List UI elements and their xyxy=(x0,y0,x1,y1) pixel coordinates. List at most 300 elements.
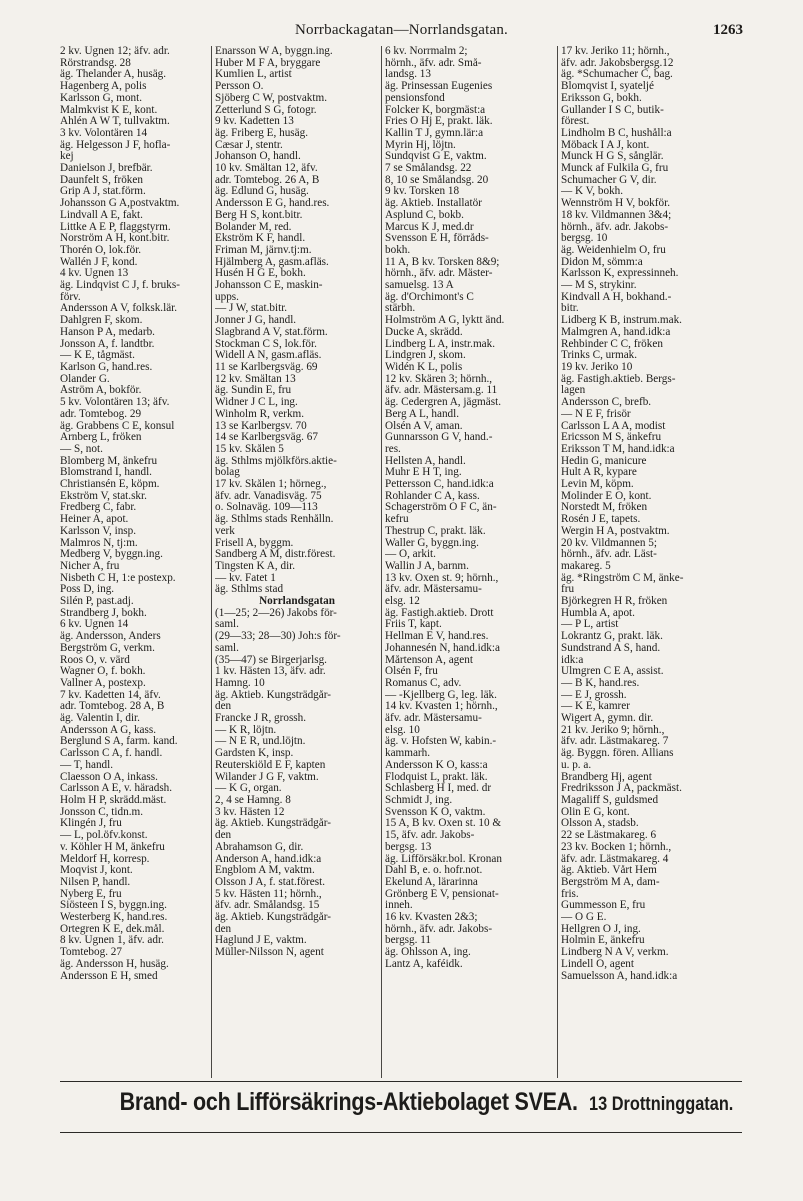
directory-entry: elsg. 10 xyxy=(385,724,420,736)
directory-entry: Didon M, sömm:a xyxy=(561,256,643,268)
directory-entry: Wagner O, f. bokh. xyxy=(60,666,146,678)
directory-column-4 xyxy=(557,46,742,1078)
directory-entry: äg. Aktieb. Kungsträdgår- xyxy=(215,689,331,701)
directory-entry: kefru xyxy=(385,514,409,526)
directory-entry: Fries O Hj E, prakt. läk. xyxy=(385,116,493,128)
directory-entry: Friman M, järnv.tj:m. xyxy=(215,244,312,256)
directory-entry: Abrahamson G, dir. xyxy=(215,841,304,853)
directory-entry: Lindholm B C, hushåll:a xyxy=(561,127,672,139)
directory-entry: 11 se Karlbergsväg. 69 xyxy=(215,361,318,373)
directory-entry: Holmin E, änkefru xyxy=(561,935,645,947)
directory-entry: äg. Andersson H, husäg. xyxy=(60,958,169,970)
directory-entry: Hedin G, manicure xyxy=(561,455,647,467)
directory-entry: — L, pol.öfv.konst. xyxy=(60,830,148,842)
directory-entry: Nyberg E, fru xyxy=(60,888,122,900)
directory-entry: 7 se Smålandsg. 22 xyxy=(385,163,472,175)
directory-entry: Flodquist L, prakt. läk. xyxy=(385,771,488,783)
directory-entry: Jonsson A, f. landtbr. xyxy=(60,338,155,350)
directory-entry: saml. xyxy=(215,619,239,631)
directory-entry: äfv. adr. Jakobsbergsg.12 xyxy=(561,57,674,69)
directory-entry: Winholm R, verkm. xyxy=(215,408,305,420)
directory-entry: Husén H G E, bokh. xyxy=(215,268,306,280)
directory-entry: Andersson K O, kass:a xyxy=(385,759,488,771)
directory-entry: Norström A H, kont.bitr. xyxy=(60,233,170,245)
directory-entry: res. xyxy=(385,443,401,455)
directory-entry: Muhr E H T, ing. xyxy=(385,467,462,479)
directory-entry: äg. Aktieb. Vårt Hem xyxy=(561,865,657,877)
directory-entry: Karlsson K, expressinneh. xyxy=(561,268,679,280)
directory-entry: — P L, artist xyxy=(561,619,619,631)
directory-entry: Schumacher G V, dir. xyxy=(561,174,657,186)
directory-entry: 12 kv. Smältan 13 xyxy=(215,373,296,385)
directory-entry: 6 kv. Ugnen 14 xyxy=(60,619,129,631)
directory-entry: Grönberg E V, pensionat- xyxy=(385,888,499,900)
directory-entry: Grip A J, stat.förm. xyxy=(60,186,146,198)
directory-entry: Ahlén A W T, tullvaktm. xyxy=(60,116,170,128)
directory-entry: — O G E. xyxy=(561,912,607,924)
directory-entry: äfv. adr. Mästersamu- xyxy=(385,584,482,596)
directory-entry: Hjälmberg A, gasm.afläs. xyxy=(215,256,329,268)
directory-entry: Tingsten K A, dir. xyxy=(215,560,296,572)
directory-entry: Fredriksson J A, packmäst. xyxy=(561,783,682,795)
directory-entry: Lantz A, kaféidk. xyxy=(385,958,463,970)
directory-entry: Sandberg A M, distr.förest. xyxy=(215,549,336,561)
directory-entry: adr. Tomtebog. 28 A, B xyxy=(60,701,165,713)
directory-entry: Eriksson T M, hand.idk:a xyxy=(561,443,675,455)
directory-entry: Nilsen P, handl. xyxy=(60,876,131,888)
directory-entry: 17 kv. Jeriko 11; hörnh., xyxy=(561,46,670,57)
directory-entry: Malmkvist K E, kont. xyxy=(60,104,158,116)
directory-entry: 15 A, B kv. Oxen st. 10 & xyxy=(385,818,502,830)
directory-entry: 14 kv. Kvasten 1; hörnh., xyxy=(385,701,498,713)
directory-entry: — B K, hand.res. xyxy=(561,677,640,689)
directory-entry: förv. xyxy=(60,291,81,303)
directory-entry: Hagenberg A, polis xyxy=(60,81,147,93)
directory-entry: Ekelund A, lärarinna xyxy=(385,876,478,888)
directory-entry: Bergström G, verkm. xyxy=(60,642,155,654)
directory-entry: Thestrup C, prakt. läk. xyxy=(385,525,486,537)
directory-entry: äg. Andersson, Anders xyxy=(60,631,161,643)
directory-entry: Ducke A, skrädd. xyxy=(385,326,463,338)
directory-entry: Jonner J G, handl. xyxy=(215,315,297,327)
directory-entry: Wallén J F, kond. xyxy=(60,256,138,268)
directory-entry: Vallner A, postexp. xyxy=(60,677,146,689)
directory-entry: äfv. adr. Lästmakareg. 7 xyxy=(561,736,669,748)
directory-entry: Åström A, bokför. xyxy=(60,385,142,397)
directory-entry: Hellman E V, hand.res. xyxy=(385,631,489,643)
directory-entry: — S, not. xyxy=(60,443,103,455)
directory-entry: Asplund C, bokb. xyxy=(385,209,464,221)
directory-entry: Haglund J E, vaktm. xyxy=(215,935,307,947)
directory-entry: Persson O. xyxy=(215,81,264,93)
directory-entry: 6 kv. Norrmalm 2; xyxy=(385,46,468,57)
directory-entry: 10 kv. Smältan 12, äfv. xyxy=(215,163,318,175)
directory-entry: Widén K L, polis xyxy=(385,361,463,373)
directory-entry: Humbla A, apot. xyxy=(561,607,635,619)
directory-entry: stärbh. xyxy=(385,303,416,315)
directory-entry: Marcus K J, med.dr xyxy=(385,221,474,233)
directory-entry: Schlasberg H I, med. dr xyxy=(385,783,492,795)
directory-entry: — M S, strykinr. xyxy=(561,280,637,292)
directory-entry: bergsg. 11 xyxy=(385,935,431,947)
directory-entry: Berglund S A, farm. kand. xyxy=(60,736,178,748)
directory-entry: Olsén F, fru xyxy=(385,666,438,678)
directory-entry: Sundqvist G E, vaktm. xyxy=(385,151,487,163)
directory-entry: Lindell O, agent xyxy=(561,958,635,970)
directory-entry: fru xyxy=(561,584,575,596)
directory-entry: adr. Tomtebog. 29 xyxy=(60,408,142,420)
directory-entry: 9 kv. Torsken 18 xyxy=(385,186,460,198)
directory-entry: 22 se Lästmakareg. 6 xyxy=(561,830,657,842)
directory-entry: Holmström A G, lyktt änd. xyxy=(385,315,505,327)
directory-entry: Pettersson C, hand.idk:a xyxy=(385,479,494,491)
directory-entry: Carlsson L A A, modist xyxy=(561,420,666,432)
directory-entry: Malmgren A, hand.idk:a xyxy=(561,326,671,338)
directory-entry: (29—33; 28—30) Joh:s för- xyxy=(215,631,341,643)
directory-entry: Blomberg M, änkefru xyxy=(60,455,158,467)
directory-entry: 13 kv. Oxen st. 9; hörnh., xyxy=(385,572,499,584)
directory-entry: äg. Lifförsäkr.bol. Kronan xyxy=(385,853,502,865)
directory-entry: äg. *Ringström C M, änke- xyxy=(561,572,684,584)
directory-column-2 xyxy=(211,46,381,1078)
directory-entry: bitr. xyxy=(561,303,579,315)
directory-entry: Norstedt M, fröken xyxy=(561,502,648,514)
directory-entry: Brandberg Hj, agent xyxy=(561,771,652,783)
directory-entry: upps. xyxy=(215,291,239,303)
directory-entry: Örtegren K E, dek.mål. xyxy=(60,923,165,935)
directory-entry: Lindberg N A V, verkm. xyxy=(561,947,669,959)
directory-entry: Holm H P, skrädd.mäst. xyxy=(60,795,167,806)
directory-entry: äfv. adr. Mästersamu- xyxy=(385,713,482,725)
directory-entry: äg. Weidenhielm O, fru xyxy=(561,244,666,256)
directory-entry: Nisbeth C H, 1:e postexp. xyxy=(60,572,176,584)
directory-entry: Poss D, ing. xyxy=(60,584,115,596)
directory-entry: — -Kjellberg G, leg. läk. xyxy=(385,689,497,701)
advertisement-address: 13 Drottninggatan. xyxy=(589,1094,734,1115)
directory-entry: Mårtenson A, agent xyxy=(385,654,473,666)
directory-entry: äg. Edlund G, husäg. xyxy=(215,186,309,198)
directory-entry: den xyxy=(215,830,232,842)
directory-entry: Blomqvist I, syateljé xyxy=(561,81,654,93)
directory-entry: Olander G. xyxy=(60,373,110,385)
directory-entry: äg. Friberg E, husäg. xyxy=(215,127,309,139)
directory-entry: Thorén O, lok.för. xyxy=(60,244,142,256)
directory-entry: bergsg. 13 xyxy=(385,841,432,853)
directory-entry: Berg H S, kont.bitr. xyxy=(215,209,303,221)
directory-entry: Magaliff S, guldsmed xyxy=(561,795,659,806)
directory-entry: äg. Fastigh.aktieb. Bergs- xyxy=(561,373,676,385)
directory-entry: — K V, bokh. xyxy=(561,186,624,198)
directory-entry: förest. xyxy=(561,116,590,128)
directory-entry: kammarh. xyxy=(385,748,431,760)
directory-entry: Rehbinder C C, fröken xyxy=(561,338,663,350)
directory-entry: äfv. adr. Vanadisväg. 75 xyxy=(215,490,322,502)
directory-entry: Trinks C, urmak. xyxy=(561,350,638,362)
directory-entry: Andersson E G, hand.res. xyxy=(215,198,330,210)
directory-entry: Strandberg J, bokh. xyxy=(60,607,147,619)
directory-entry: Svensson E H, förråds- xyxy=(385,233,489,245)
directory-entry: Wilander J G F, vaktm. xyxy=(215,771,319,783)
directory-entry: äg. Thelander A, husäg. xyxy=(60,69,167,81)
directory-entry: hörnh., äfv. adr. Läst- xyxy=(561,549,657,561)
directory-entry: Ericsson M S, änkefru xyxy=(561,432,662,444)
directory-entry: Christiansén E, köpm. xyxy=(60,479,160,491)
directory-entry: o. Solnaväg. 109—113 xyxy=(215,502,318,514)
directory-entry: 2 kv. Ugnen 12; äfv. adr. xyxy=(60,46,170,57)
directory-entry: Hellgren O J, ing. xyxy=(561,923,641,935)
directory-entry: Schagerström O F C, än- xyxy=(385,502,497,514)
directory-entry: 13 se Karlbergsv. 70 xyxy=(215,420,307,432)
directory-entry: Anderson A, hand.idk:a xyxy=(215,853,322,865)
directory-entry: Fredberg C, fabr. xyxy=(60,502,137,514)
directory-entry: Siösteen I S, byggn.ing. xyxy=(60,900,167,912)
directory-entry: Olsson J A, f. stat.förest. xyxy=(215,876,326,888)
directory-entry: Frisell A, byggm. xyxy=(215,537,294,549)
directory-entry: äg. Sthlms mjölkförs.aktie- xyxy=(215,455,337,467)
directory-entry: bergsg. 10 xyxy=(561,233,608,245)
directory-entry: saml. xyxy=(215,642,239,654)
directory-entry: äg. v. Hofsten W, kabin.- xyxy=(385,736,497,748)
directory-entry: Molinder E O, kont. xyxy=(561,490,652,502)
directory-entry: — O, arkit. xyxy=(385,549,436,561)
directory-entry: idk:a xyxy=(561,654,584,666)
directory-entry: Moqvist J, kont. xyxy=(60,865,133,877)
directory-entry: Medberg V, byggn.ing. xyxy=(60,549,163,561)
directory-entry: Carlsson C A, f. handl. xyxy=(60,748,163,760)
directory-entry: Berg A L, handl. xyxy=(385,408,460,420)
directory-entry: Danielson J, brefbär. xyxy=(60,163,153,175)
directory-entry: Widell A N, gasm.afläs. xyxy=(215,350,322,362)
directory-entry: 9 kv. Kadetten 13 xyxy=(215,116,294,128)
directory-entry: äg. Aktieb. Installatör xyxy=(385,198,482,210)
directory-entry: 1 kv. Hästen 13, äfv. adr. xyxy=(215,666,326,678)
directory-entry: Rohlander C A, kass. xyxy=(385,490,480,502)
directory-column-1 xyxy=(60,46,211,1078)
directory-column-3 xyxy=(381,46,557,1078)
directory-entry: — N E F, frisör xyxy=(561,408,631,420)
directory-entry: Hellsten A, handl. xyxy=(385,455,466,467)
directory-entry: äg. Byggn. fören. Allians xyxy=(561,748,674,760)
directory-entry: Daunfelt S, fröken xyxy=(60,174,143,186)
directory-entry: Andersson C, brefb. xyxy=(561,397,652,409)
directory-entry: Cæsar J, stentr. xyxy=(215,139,283,151)
directory-entry: 18 kv. Vildmannen 3&4; xyxy=(561,209,672,221)
directory-entry: äg. Fastigh.aktieb. Drott xyxy=(385,607,494,619)
directory-entry: Schmidt J, ing. xyxy=(385,795,453,806)
page-number: 1263 xyxy=(713,22,743,38)
page-header xyxy=(0,22,803,42)
directory-entry: 8 kv. Ugnen 1, äfv. adr. xyxy=(60,935,164,947)
directory-entry: verk xyxy=(215,525,235,537)
directory-entry: Littke A E P, flaggstyrm. xyxy=(60,221,171,233)
directory-entry: äg. Helgesson J F, hofla- xyxy=(60,139,171,151)
directory-entry: 2, 4 se Hamng. 8 xyxy=(215,795,291,806)
directory-entry: Lokrantz G, prakt. läk. xyxy=(561,631,663,643)
directory-entry: Johansson C E, maskin- xyxy=(215,280,323,292)
directory-entry: den xyxy=(215,923,232,935)
directory-entry: 21 kv. Jeriko 9; hörnh., xyxy=(561,724,665,736)
directory-entry: Munck H G S, sånglär. xyxy=(561,151,664,163)
directory-entry: Blomstrand I, handl. xyxy=(60,467,152,479)
directory-entry: Lindberg L A, instr.mak. xyxy=(385,338,495,350)
directory-entry: 14 se Karlbergsväg. 67 xyxy=(215,432,318,444)
directory-entry: Myrin Hj, löjtn. xyxy=(385,139,456,151)
directory-entry: Gummesson E, fru xyxy=(561,900,646,912)
directory-entry: 4 kv. Ugnen 13 xyxy=(60,268,129,280)
directory-entry: Eriksson G, bokh. xyxy=(561,92,642,104)
directory-entry: 20 kv. Vildmannen 5; xyxy=(561,537,657,549)
directory-entry: äg. Sthlms stads Renhålln. xyxy=(215,514,334,526)
directory-entry: Kindvall A H, bokhand.- xyxy=(561,291,672,303)
directory-entry: äg. Sundin E, fru xyxy=(215,385,292,397)
directory-entry: hörnh., äfv. adr. Små- xyxy=(385,57,482,69)
directory-entry: Ekström V, stat.skr. xyxy=(60,490,147,502)
directory-entry: 3 kv. Volontären 14 xyxy=(60,127,148,139)
directory-entry: Engblom A M, vaktm. xyxy=(215,865,315,877)
directory-entry: Carlsson A E, v. häradsh. xyxy=(60,783,173,795)
directory-entry: Björkegren H R, fröken xyxy=(561,596,668,608)
directory-entry: Olsén A V, aman. xyxy=(385,420,463,432)
directory-entry: Andersson A G, kass. xyxy=(60,724,157,736)
directory-entry: Olin E G, kont. xyxy=(561,806,630,818)
directory-entry: äg. Aktieb. Kungsträdgår- xyxy=(215,818,331,830)
directory-entry: 3 kv. Hästen 12 xyxy=(215,806,285,818)
directory-entry: — kv. Fatet 1 xyxy=(215,572,276,584)
directory-entry: 23 kv. Bocken 1; hörnh., xyxy=(561,841,672,853)
directory-entry: hörnh., äfv. adr. Mäster- xyxy=(385,268,493,280)
directory-entry: pensionsfond xyxy=(385,92,445,104)
directory-entry: Waller G, byggn.ing. xyxy=(385,537,479,549)
directory-columns xyxy=(60,46,742,1078)
directory-entry: Zetterlund S G, fotogr. xyxy=(215,104,317,116)
directory-entry: Munck af Fulkila G, fru xyxy=(561,163,669,175)
directory-entry: 15, äfv. adr. Jakobs- xyxy=(385,830,475,842)
directory-entry: samuelsg. 13 A xyxy=(385,280,454,292)
directory-entry: Norrlandsgatan xyxy=(259,596,335,608)
directory-entry: 8, 10 se Smålandsg. 20 xyxy=(385,174,489,186)
directory-entry: Meldorf H, korresp. xyxy=(60,853,150,865)
directory-entry: äg. Cedergren A, jägmäst. xyxy=(385,397,501,409)
directory-entry: Johansson G A,postvaktm. xyxy=(60,198,180,210)
directory-entry: äg. Prinsessan Eugenies xyxy=(385,81,493,93)
directory-entry: Wigert A, gymn. dir. xyxy=(561,713,654,725)
advert-top-rule xyxy=(60,1081,742,1082)
directory-entry: Hanson P A, medarb. xyxy=(60,326,155,338)
directory-entry: äg. d'Orchimont's C xyxy=(385,291,474,303)
directory-entry: Johannesén N, hand.idk:a xyxy=(385,642,500,654)
directory-entry: 17 kv. Skålen 1; hörneg., xyxy=(215,479,327,491)
directory-entry: Klingén J, fru xyxy=(60,818,122,830)
directory-entry: — K E, kamrer xyxy=(561,701,630,713)
directory-entry: Huber M F A, bryggare xyxy=(215,57,321,69)
directory-entry: Andersson E H, smed xyxy=(60,970,158,982)
directory-entry: Andersson A V, folksk.lär. xyxy=(60,303,178,315)
directory-entry: bolag xyxy=(215,467,240,479)
directory-entry: Heiner A, apot. xyxy=(60,514,129,526)
directory-entry: — N E R, und.löjtn. xyxy=(215,736,306,748)
directory-entry: v. Köhler H M, änkefru xyxy=(60,841,165,853)
directory-entry: Kumlien L, artist xyxy=(215,69,292,81)
directory-entry: äg. Valentin I, dir. xyxy=(60,713,140,725)
directory-entry: — E J, grossh. xyxy=(561,689,627,701)
directory-entry: Gullander I S C, butik- xyxy=(561,104,664,116)
directory-entry: äg. Aktieb. Kungsträdgår- xyxy=(215,912,331,924)
directory-entry: Samuelsson A, hand.idk:a xyxy=(561,970,678,982)
directory-entry: Tomtebog. 27 xyxy=(60,947,122,959)
directory-entry: Dahlgren F, skom. xyxy=(60,315,143,327)
advertisement-company: Brand- och Lifförsäkrings-Aktiebolaget SVEA. xyxy=(119,1088,578,1116)
directory-entry: — K E, tågmäst. xyxy=(60,350,135,362)
directory-entry: äg. Ohlsson A, ing. xyxy=(385,947,471,959)
directory-entry: inneh. xyxy=(385,900,413,912)
directory-entry: äg. Grabbens C E, konsul xyxy=(60,420,175,432)
directory-entry: 15 kv. Skålen 5 xyxy=(215,443,284,455)
directory-entry: Claesson O A, inkass. xyxy=(60,771,158,783)
directory-entry: 5 kv. Hästen 11; hörnh., xyxy=(215,888,322,900)
directory-entry: Karlson G, hand.res. xyxy=(60,361,153,373)
directory-entry: Lindvall A E, fakt. xyxy=(60,209,143,221)
directory-entry: Ulmgren C E A, assist. xyxy=(561,666,664,678)
directory-entry: Wergin H A, postvaktm. xyxy=(561,525,670,537)
directory-entry: Slagbrand A V, stat.förm. xyxy=(215,326,328,338)
directory-entry: — J W, stat.bitr. xyxy=(215,303,288,315)
directory-entry: u. p. a. xyxy=(561,759,592,771)
directory-entry: den xyxy=(215,701,232,713)
directory-entry: bokh. xyxy=(385,244,411,256)
directory-entry: Bergström M A, dam- xyxy=(561,876,660,888)
directory-entry: makareg. 5 xyxy=(561,560,611,572)
directory-entry: Malmros N, tj:m. xyxy=(60,537,138,549)
directory-entry: Olsson A, stadsb. xyxy=(561,818,639,830)
running-title: Norrbackagatan—Norrlandsgatan. xyxy=(295,22,508,38)
directory-entry: Sundstrand A S, hand. xyxy=(561,642,661,654)
directory-entry: Nicher A, fru xyxy=(60,560,120,572)
advertisement-banner xyxy=(60,1088,742,1128)
directory-entry: Kallin T J, gymn.lär:a xyxy=(385,127,484,139)
directory-entry: 16 kv. Kvasten 2&3; xyxy=(385,912,478,924)
directory-entry: Karlsson V, insp. xyxy=(60,525,137,537)
directory-entry: adr. Tomtebog. 26 A, B xyxy=(215,174,320,186)
directory-entry: Levin M, köpm. xyxy=(561,479,634,491)
directory-entry: Ekström K F, handl. xyxy=(215,233,306,245)
directory-entry: Hult A R, kypare xyxy=(561,467,637,479)
directory-entry: elsg. 12 xyxy=(385,596,420,608)
directory-entry: Müller-Nilsson N, agent xyxy=(215,947,324,959)
directory-entry: 11 A, B kv. Torsken 8&9; xyxy=(385,256,500,268)
directory-entry: Bolander M, red. xyxy=(215,221,292,233)
directory-entry: Rörstrandsg. 28 xyxy=(60,57,131,69)
directory-entry: Gunnarsson G V, hand.- xyxy=(385,432,493,444)
directory-entry: Sjöberg C W, postvaktm. xyxy=(215,92,327,104)
directory-entry: (35—47) se Birgerjarlsg. xyxy=(215,654,327,666)
directory-entry: Karlsson G, mont. xyxy=(60,92,143,104)
directory-entry: äg. Lindqvist C J, f. bruks- xyxy=(60,280,180,292)
directory-entry: Westerberg K, hand.res. xyxy=(60,912,168,924)
directory-entry: — T, handl. xyxy=(60,759,114,771)
directory-entry: — K G, organ. xyxy=(215,783,282,795)
directory-entry: Wennström H V, bokför. xyxy=(561,198,671,210)
directory-entry: Wallin J A, barnm. xyxy=(385,560,469,572)
directory-entry: Dahl B, e. o. hofr.not. xyxy=(385,865,483,877)
directory-entry: Widner J C L, ing. xyxy=(215,397,298,409)
directory-entry: Arnberg L, fröken xyxy=(60,432,142,444)
directory-entry: Romanus C, adv. xyxy=(385,677,462,689)
directory-entry: hörnh., äfv. adr. Jakobs- xyxy=(561,221,669,233)
directory-entry: kej xyxy=(60,151,74,163)
directory-entry: Hamng. 10 xyxy=(215,677,265,689)
directory-entry: Stockman C S, lok.för. xyxy=(215,338,317,350)
directory-entry: Reuterskiöld E F, kapten xyxy=(215,759,326,771)
